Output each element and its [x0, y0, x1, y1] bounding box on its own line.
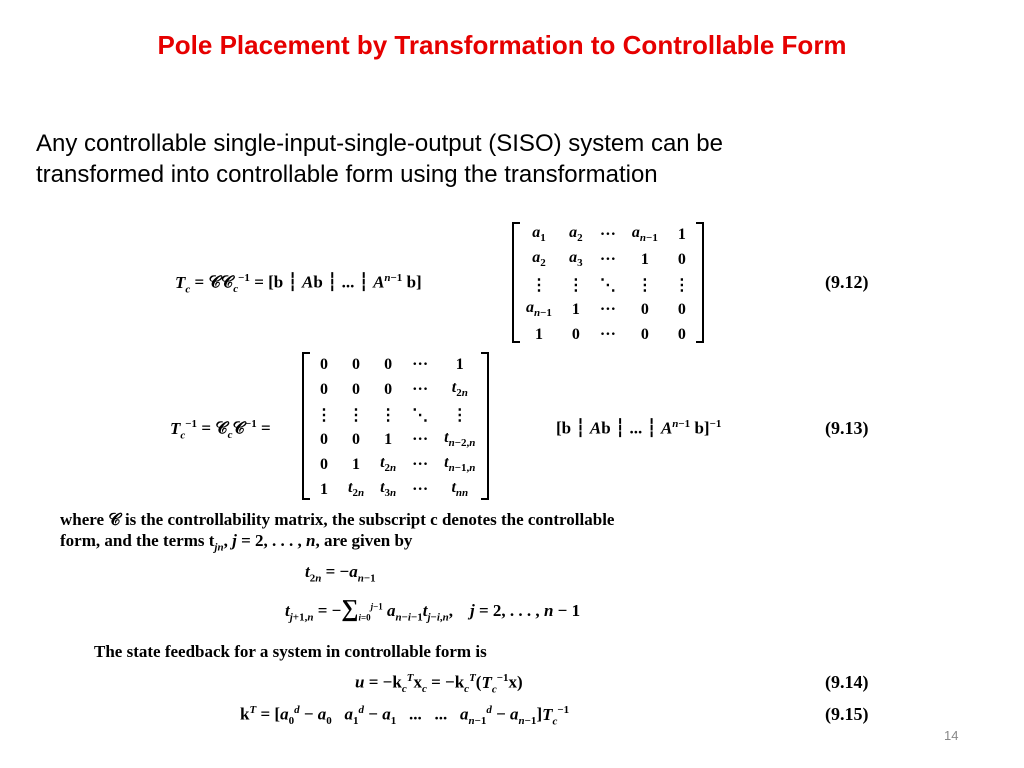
where-line-2-text: form, and the terms t: [60, 531, 215, 550]
formula-tj1n: $t_{j+1,n} = -\sum_{i=0}^{j-1}$ $a_{n-i-1}t_{j-i,n}$, j = 2, . . . , n − 1: [285, 596, 581, 624]
intro-line-2: transformed into controllable form using the transformation: [36, 161, 658, 188]
formula-t2n: $t_{2n} = -a_{n-1}$: [305, 562, 376, 585]
eq-9-13-rhs: [b ┆ Ab ┆ ... ┆ $A^{n-1}$ b]$^{-1}$: [556, 418, 722, 438]
intro-line-1: Any controllable single-input-single-output (SISO) system can be: [36, 130, 723, 157]
eq-9-12-label: (9.12): [825, 272, 869, 292]
eq-9-14: $u = -k_c^Tx_c = -k_c^T(T_c^{-1}x)$: [355, 672, 523, 696]
slide-title: Pole Placement by Transformation to Controllable Form: [157, 30, 847, 60]
eq-9-13-label: (9.13): [825, 418, 869, 438]
where-line-1: where 𝒞 is the controllability matrix, the subscript c denotes the controllable: [60, 510, 615, 529]
eq-9-13-matrix: 0 0 0 ··· 1 0 0 0 ··· $t_{2n}$ ⋮ ⋮ ⋮ ⋱ ⋮ 0 0 1 ··· $t_{n-2,n}$ 0 1 $t_{2n}$ ··· $t_{n-1,n}$ 1 $t_{2n}$ $t_{3n}$ ··· $t_{nn}$: [302, 352, 489, 500]
eq-9-12-matrix: $a_1$ $a_2$ ··· $a_{n-1}$ 1 $a_2$ $a_3$ ··· 1 0 ⋮ ⋮ ⋱ ⋮ ⋮ $a_{n-1}$ 1 ··· 0 0 1 0 ··· 0 0: [512, 222, 704, 343]
eq-9-15-label: (9.15): [825, 704, 869, 724]
eq-9-12-lhs: $T_c$ = 𝒞𝒞$_c^{-1}$ = [b ┆ Ab ┆ ... ┆ $A^{n-1}$ b]: [175, 272, 422, 296]
eq-9-14-label: (9.14): [825, 672, 869, 692]
where-line-2: form, and the terms $t_{jn}$, j = 2, . . . , n, are given by: [60, 531, 413, 554]
intro-paragraph: [36, 128, 936, 190]
page-number: 14: [944, 728, 959, 743]
eq-9-15: $k^T = [a_0^d - a_0$ $a_1^d - a_1$ ... ... $a_{n-1}^d - a_{n-1}]T_c^{-1}$: [240, 704, 570, 728]
eq-9-13-lhs: $T_c^{-1}$ = 𝒞$_c$𝒞$^{-1}$ =: [170, 418, 271, 442]
state-feedback-text: The state feedback for a system in controllable form is: [94, 642, 487, 661]
